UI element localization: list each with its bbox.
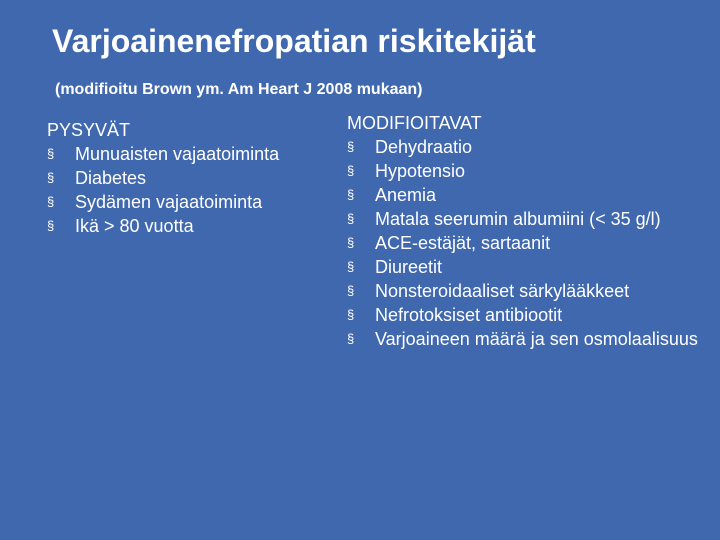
list-item: § Matala seerumin albumiini (< 35 g/l) [347, 209, 661, 229]
list-item: § Diabetes [47, 168, 147, 188]
list-item: § Munuaisten vajaatoiminta [47, 144, 280, 164]
bullet-icon: § [47, 194, 55, 209]
bullet-icon: § [347, 307, 355, 322]
bullet-icon: § [347, 235, 355, 250]
permanent-factors-heading: PYSYVÄT [47, 120, 131, 140]
permanent-factors-column [47, 118, 317, 238]
list-item: § Hypotensio [347, 161, 466, 181]
modifiable-factors-list [347, 135, 712, 351]
list-item: § Anemia [347, 185, 437, 205]
list-item: § Diureetit [347, 257, 443, 277]
permanent-factors-list [47, 142, 317, 238]
bullet-icon: § [347, 259, 355, 274]
bullet-icon: § [347, 331, 355, 346]
modifiable-factors-column [347, 111, 712, 351]
bullet-icon: § [347, 163, 355, 178]
slide-subtitle: (modifioitu Brown ym. Am Heart J 2008 mukaan) [55, 81, 423, 98]
list-item: § Dehydraatio [347, 137, 473, 157]
bullet-icon: § [47, 146, 55, 161]
bullet-icon: § [47, 218, 55, 233]
list-item: § Ikä > 80 vuotta [47, 216, 194, 236]
bullet-icon: § [347, 139, 355, 154]
list-item: § Sydämen vajaatoiminta [47, 192, 263, 212]
list-item: § Varjoaineen määrä ja sen osmolaalisuus [347, 329, 698, 349]
bullet-icon: § [347, 187, 355, 202]
bullet-icon: § [47, 170, 55, 185]
slide-title: Varjoainenefropatian riskitekijät [52, 23, 536, 59]
list-item: § Nonsteroidaaliset särkylääkkeet [347, 281, 630, 301]
list-item: § ACE-estäjät, sartaanit [347, 233, 551, 253]
bullet-icon: § [347, 283, 355, 298]
list-item: § Nefrotoksiset antibiootit [347, 305, 563, 325]
bullet-icon: § [347, 211, 355, 226]
modifiable-factors-heading: MODIFIOITAVAT [347, 113, 482, 133]
